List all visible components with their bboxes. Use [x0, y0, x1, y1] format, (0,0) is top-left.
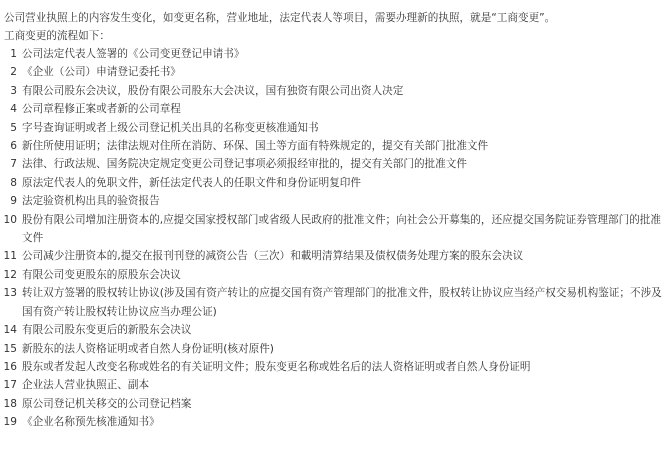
list-item — [0, 376, 662, 394]
list-item-text: 有限公司股东变更后的新股东会决议 — [22, 324, 192, 337]
list-item-text: 公司减少注册资本的,提交在报刊刊登的减资公告（三次）和載明清算结果及债权债务处理方案的股东会决议 — [22, 250, 524, 263]
list-item — [0, 340, 662, 358]
list-item — [0, 45, 662, 63]
list-item-number: 1 — [10, 48, 17, 60]
list-item — [0, 137, 662, 155]
list-item-text: 有限公司股东会决议，股份有限公司股东大会决议，国有独资有限公司出资人决定 — [22, 84, 404, 97]
list-item-number: 8 — [10, 176, 17, 189]
list-item-number: 14 — [3, 324, 17, 337]
list-item-text: 企业法人营业执照正、副本 — [22, 379, 150, 392]
list-item — [0, 247, 662, 265]
intro-paragraph — [4, 9, 664, 45]
list-item — [0, 192, 662, 210]
list-item-text: 公司法定代表人签署的《公司变更登记申请书》 — [22, 48, 245, 60]
list-item — [0, 82, 662, 100]
list-item — [0, 413, 662, 431]
list-item-number: 13 — [3, 287, 17, 300]
list-item-number: 9 — [10, 195, 17, 208]
list-item — [0, 100, 662, 118]
list-item-number: 12 — [3, 268, 17, 281]
list-item-text: 《企业（公司）申请登记委托书》 — [22, 66, 181, 79]
list-item-number: 10 — [3, 213, 17, 226]
list-item — [0, 174, 662, 192]
list-item-number: 16 — [3, 360, 17, 373]
list-item-text: 有限公司变更股东的原股东会决议 — [22, 268, 181, 281]
list-item-text: 股东或者发起人改变名称或姓名的有关证明文件；股东变更名称或姓名后的法人资格证明或者自然人身份证明 — [22, 360, 531, 373]
list-item — [0, 395, 662, 413]
list-item-number: 3 — [10, 84, 17, 97]
list-item-text: 原公司登记机关移交的公司登记档案 — [22, 397, 192, 410]
list-item-text: 新股东的法人资格证明或者自然人身份证明(核对原件) — [22, 342, 274, 355]
list-item-number: 4 — [10, 103, 17, 116]
list-item-text: 股份有限公司增加注册资本的,应提交国家授权部门或省级人民政府的批准文件；向社会公开募集的，还应提交国务院证券管理部门的批准文件 — [22, 213, 661, 245]
list-item-number: 6 — [10, 140, 17, 153]
list-item — [0, 321, 662, 339]
list-item-text: 法律、行政法规、国务院决定规定变更公司登记事项必须报经审批的，提交有关部门的批准文件 — [22, 158, 467, 171]
list-item-number: 5 — [10, 121, 17, 134]
list-item-text: 法定验资机构出具的验资报告 — [22, 195, 160, 208]
list-item-text: 转让双方签署的股权转让协议(涉及国有资产转让的应提交国有资产管理部门的批准文件，股权转让协议应当经产权交易机构鉴证；不涉及国有资产转让股权转让协议应当办理公证) — [22, 287, 662, 318]
list-item-text: 新住所使用证明；法律法规对住所在消防、环保、国土等方面有特殊规定的，提交有关部门批准文件 — [22, 140, 489, 153]
intro-line: 工商变更的流程如下： — [4, 30, 110, 42]
list-item-number: 2 — [10, 66, 17, 79]
list-item-number: 17 — [3, 379, 17, 392]
list-item-text: 《企业名称预先核准通知书》 — [22, 416, 160, 429]
list-item-text: 原法定代表人的免职文件，新任法定代表人的任职文件和身份证明复印件 — [22, 176, 361, 189]
list-item — [0, 358, 662, 376]
list-item-number: 15 — [3, 342, 17, 355]
list-item — [0, 119, 662, 137]
list-item-text: 公司章程修正案或者新的公司章程 — [22, 103, 181, 116]
list-item — [0, 155, 662, 173]
list-item — [0, 211, 662, 248]
list-item — [0, 63, 662, 81]
list-item — [0, 266, 662, 284]
intro-line: 公司营业执照上的内容发生变化，如变更名称，营业地址，法定代表人等项目，需要办理新的执照，就是“工商变更”。 — [4, 12, 556, 24]
list-item — [0, 284, 662, 321]
list-item-number: 7 — [10, 158, 17, 171]
procedure-list — [0, 45, 666, 432]
list-item-number: 19 — [3, 416, 17, 429]
list-item-number: 11 — [3, 250, 17, 263]
list-item-text: 字号查询证明或者上级公司登记机关出具的名称变更核准通知书 — [22, 121, 319, 134]
list-item-number: 18 — [3, 397, 17, 410]
